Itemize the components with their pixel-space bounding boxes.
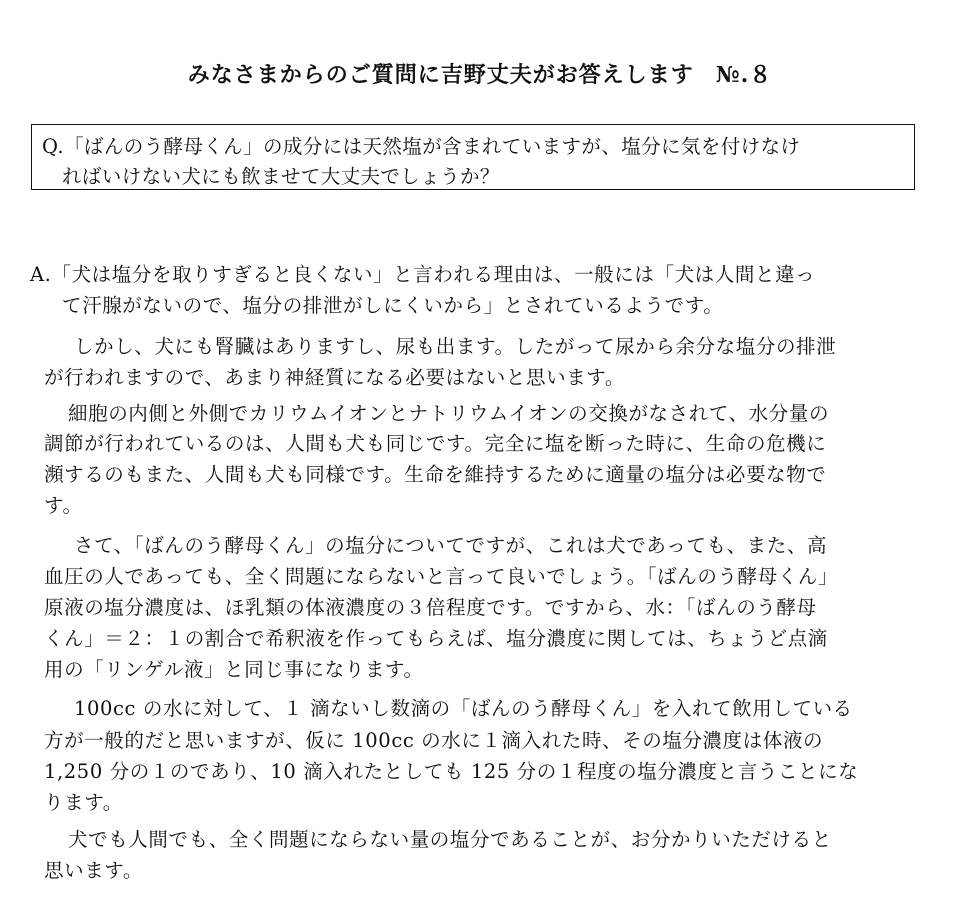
answer-line: A.「犬は塩分を取りすぎると良くない」と言われる理由は、一般には「犬は人間と違っ	[30, 263, 816, 286]
answer-line: 細胞の内側と外側でカリウムイオンとナトリウムイオンの交換がなされて、水分量の	[68, 402, 830, 425]
question-box	[31, 124, 915, 190]
issue-number: №.８	[715, 62, 773, 88]
question-line: ればいけない犬にも飲ませて大丈夫でしょうか？	[62, 165, 500, 188]
answer-line: が行われますので、あまり神経質になる必要はないと思います。	[44, 366, 625, 389]
answer-line: す。	[44, 494, 83, 517]
title-text: みなさまからのご質問に吉野丈夫がお答えします	[187, 62, 694, 88]
page-title	[0, 58, 960, 89]
answer-line: て汗腺がないので、塩分の排泄がしにくいから」とされているようです。	[62, 294, 724, 317]
answer-line: 用の「リンゲル液」と同じ事になります。	[44, 658, 424, 681]
question-line: Q.「ばんのう酵母くん」の成分には天然塩が含まれていますが、塩分に気を付けなけ	[42, 135, 801, 158]
answer-line: ります。	[44, 791, 123, 814]
answer-line: 犬でも人間でも、全く問題にならない量の塩分であることが、お分かりいただけると	[68, 828, 832, 851]
answer-line: 瀕するのもまた、人間も犬も同様です。生命を維持するために適量の塩分は必要な物で	[44, 463, 827, 486]
answer-line: 100cc の水に対して、１ 滴ないし数滴の「ばんのう酵母くん」を入れて飲用している	[74, 697, 853, 720]
answer-line: 1,250 分の１のであり、10 滴入れたとしても 125 分の１程度の塩分濃度と言うことにな	[44, 760, 859, 783]
answer-line: 血圧の人であっても、全く問題にならないと言って良いでしょう。「ばんのう酵母くん」	[44, 565, 839, 588]
answer-line: 方が一般的だと思いますが、仮に 100cc の水に１滴入れた時、その塩分濃度は体液の	[44, 729, 824, 752]
answer-line: 思います。	[44, 859, 143, 882]
answer-line: しかし、犬にも腎臓はありますし、尿も出ます。したがって尿から余分な塩分の排泄	[74, 335, 837, 358]
answer-line: 原液の塩分濃度は、ほ乳類の体液濃度の３倍程度です。ですから、水：「ばんのう酵母	[44, 596, 817, 619]
answer-line: 調節が行われているのは、人間も犬も同じです。完全に塩を断った時に、生命の危機に	[44, 432, 827, 455]
answer-line: くん」＝２：１の割合で希釈液を作ってもらえば、塩分濃度に関しては、ちょうど点滴	[44, 627, 828, 650]
answer-line: さて、「ばんのう酵母くん」の塩分についてですが、これは犬であっても、また、高	[74, 534, 828, 557]
